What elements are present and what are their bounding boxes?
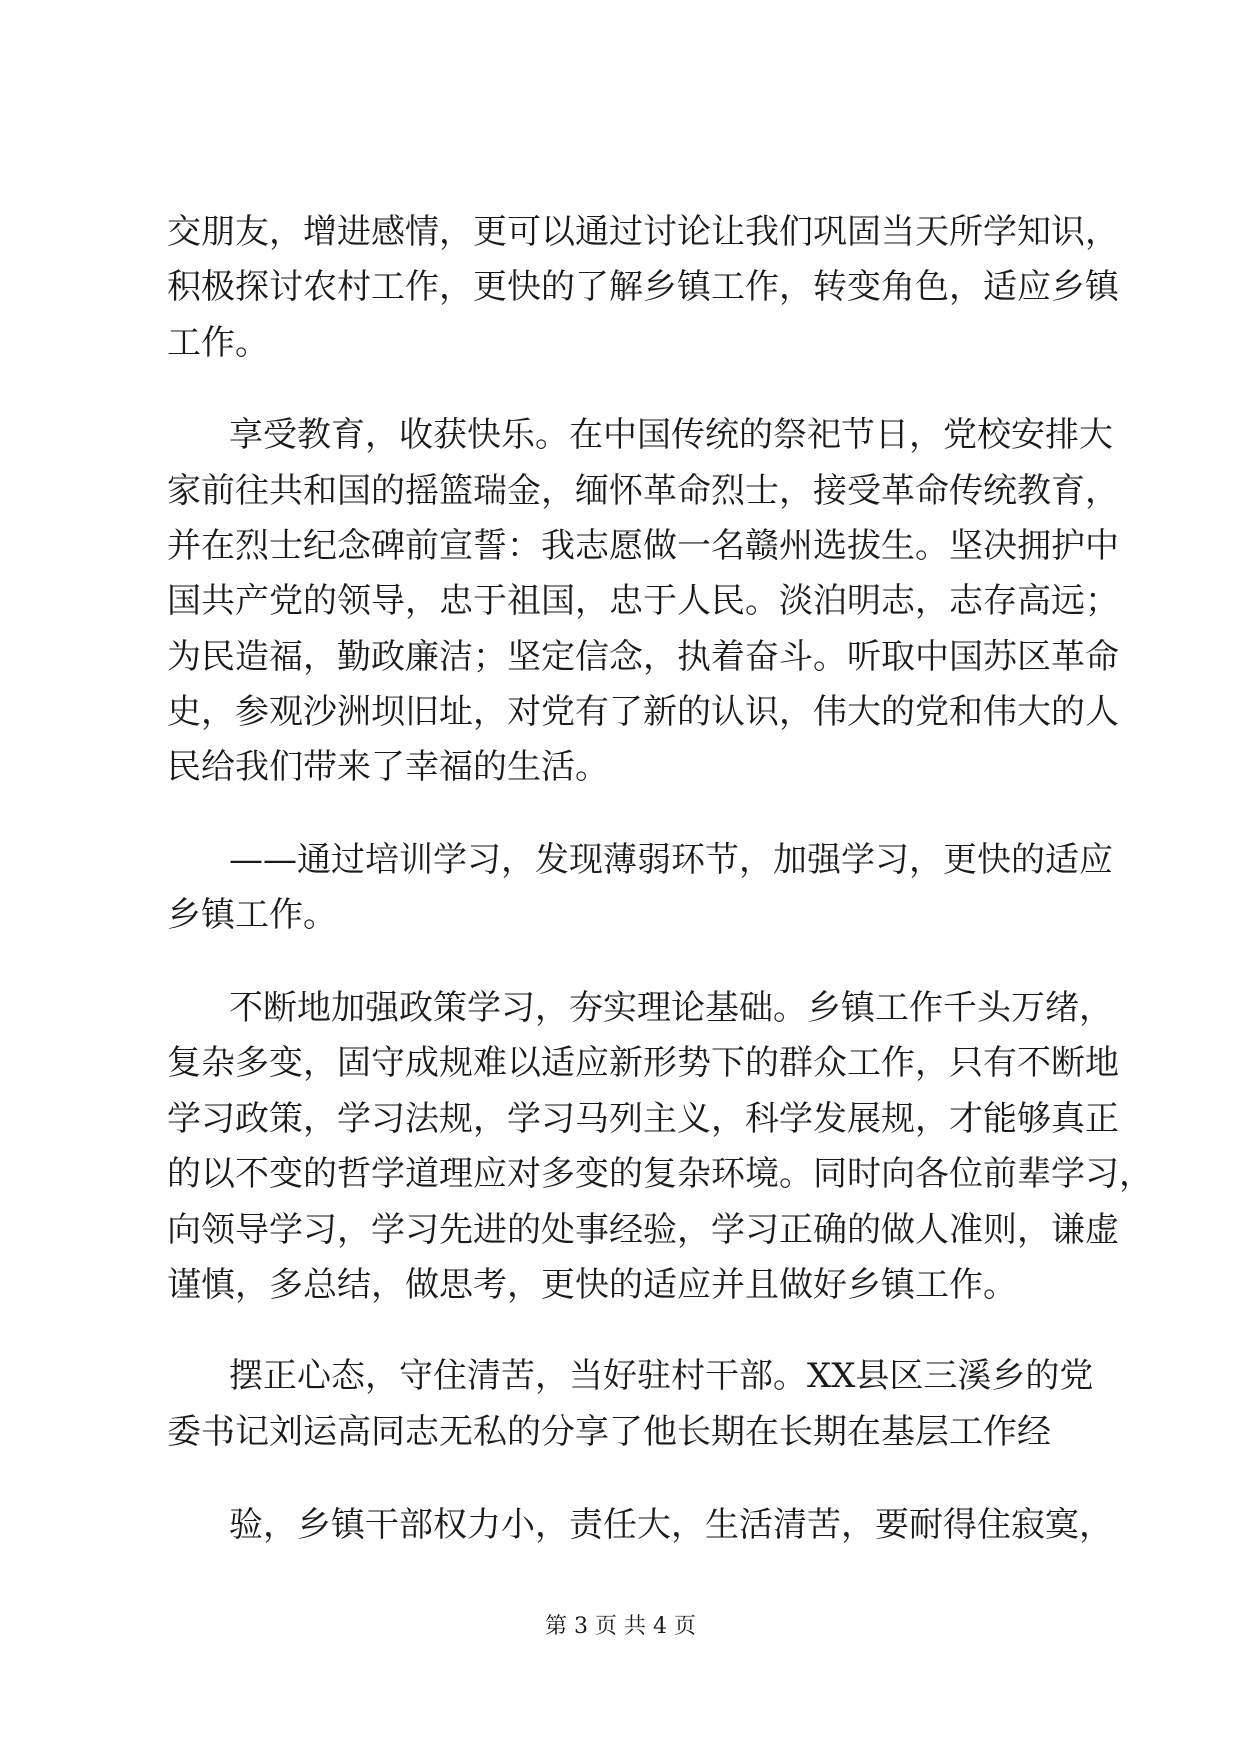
text-line: 交朋友，增进感情，更可以通过讨论让我们巩固当天所学知识， [167,212,1119,252]
section-heading: ——通过培训学习，发现薄弱环节，加强学习，更快的适应 [229,840,1113,880]
text-line: 验，乡镇干部权力小，责任大，生活清苦，要耐得住寂寞， [229,1505,1113,1545]
text-line: 民给我们带来了幸福的生活。 [167,747,609,787]
text-line: 复杂多变，固守成规难以适应新形势下的群众工作，只有不断地 [167,1043,1119,1083]
text-line: 工作。 [167,323,269,363]
section-heading-continued: 乡镇工作。 [167,895,337,935]
paragraph-first-line: 享受教育，收获快乐。在中国传统的祭祀节日，党校安排大 [229,415,1113,455]
text-line: 史，参观沙洲坝旧址，对党有了新的认识，伟大的党和伟大的人 [167,692,1119,732]
text-line: 家前往共和国的摇篮瑞金，缅怀革命烈士，接受革命传统教育， [167,471,1119,511]
text-line: 学习政策，学习法规，学习马列主义，科学发展规，才能够真正 [167,1099,1119,1139]
paragraph-first-line: 摆正心态，守住清苦，当好驻村干部。XX县区三溪乡的党 [229,1356,1094,1396]
text-line: 积极探讨农村工作，更快的了解乡镇工作，转变角色，适应乡镇 [167,267,1119,307]
text-line: 为民造福，勤政廉洁；坚定信念，执着奋斗。听取中国苏区革命 [167,637,1119,677]
text-line: 委书记刘运高同志无私的分享了他长期在长期在基层工作经 [167,1412,1051,1452]
text-line: 国共产党的领导，忠于祖国，忠于人民。淡泊明志，志存高远； [167,581,1119,621]
text-line: 向领导学习，学习先进的处事经验，学习正确的做人准则，谦虚 [167,1210,1119,1250]
paragraph-first-line: 不断地加强政策学习，夯实理论基础。乡镇工作千头万绪， [229,988,1113,1028]
page-number-footer: 第 3 页 共 4 页 [545,1614,696,1639]
text-line: 并在烈士纪念碑前宣誓：我志愿做一名赣州选拔生。坚决拥护中 [167,526,1119,566]
text-line: 谨慎，多总结，做思考，更快的适应并且做好乡镇工作。 [167,1265,1017,1305]
text-line: 的以不变的哲学道理应对多变的复杂环境。同时向各位前辈学习， [167,1154,1153,1194]
